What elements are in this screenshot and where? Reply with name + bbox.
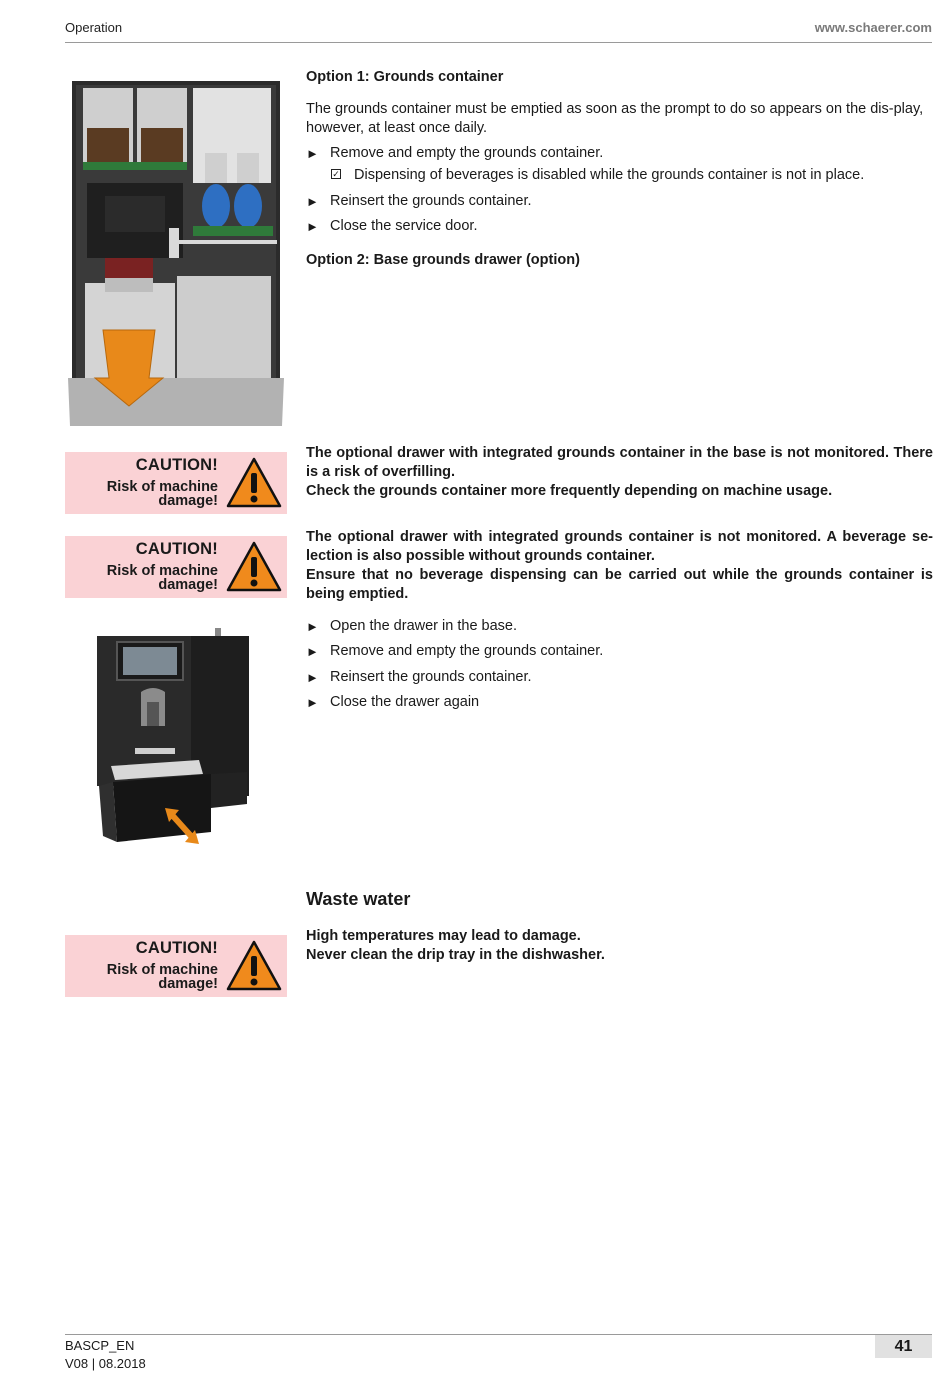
step-item: ► Remove and empty the grounds container. (306, 145, 604, 161)
header-divider (65, 42, 932, 43)
result-item: ✓ Dispensing of beverages is disabled while the grounds container is not in place. (332, 167, 865, 183)
footer-version: V08 | 08.2018 (65, 1356, 146, 1371)
checkbox-result-icon: ✓ (332, 169, 340, 179)
waste-water-line1: High temperatures may lead to damage. (306, 928, 581, 944)
caution-title: CAUTION! (135, 939, 218, 957)
bullet-arrow-icon: ► (306, 644, 319, 659)
bullet-arrow-icon: ► (306, 670, 319, 685)
caution-subtitle: Risk of machine damage! (106, 479, 218, 509)
machine-interior-illustration (65, 78, 287, 428)
footer-doc-code: BASCP_EN (65, 1338, 135, 1353)
step-item: ► Close the drawer again (306, 694, 480, 710)
header-website: www.schaerer.com (814, 20, 932, 35)
bullet-arrow-icon: ► (306, 619, 319, 634)
bullet-arrow-icon: ► (306, 695, 319, 710)
warning-triangle-icon (226, 541, 282, 593)
bullet-arrow-icon: ► (306, 219, 319, 234)
warning1-line1: The optional drawer with integrated grounds container in the base is not monitored. There is a risk of overfilling. (306, 445, 933, 480)
option2-title: Option 2: Base grounds drawer (option) (306, 252, 580, 268)
caution-subtitle: Risk of machine damage! (106, 563, 218, 593)
caution-title: CAUTION! (135, 540, 218, 558)
warning-triangle-icon (226, 457, 282, 509)
step-item: ► Remove and empty the grounds container. (306, 643, 604, 659)
warning2-line1: The optional drawer with integrated grounds container is not monitored. A beverage se-lection is also possible without grounds container. (306, 529, 933, 564)
caution-box (65, 935, 287, 997)
header-section: Operation (65, 20, 123, 35)
waste-water-title: Waste water (306, 889, 411, 909)
caution-box (65, 536, 287, 598)
warning1-line2: Check the grounds container more frequently depending on machine usage. (306, 483, 833, 499)
step-item: ► Close the service door. (306, 218, 478, 234)
bullet-arrow-icon: ► (306, 146, 319, 161)
warning-triangle-icon (226, 940, 282, 992)
option1-title: Option 1: Grounds container (306, 69, 504, 85)
waste-water-line2: Never clean the drip tray in the dishwasher. (306, 947, 605, 963)
step-item: ► Reinsert the grounds container. (306, 669, 532, 685)
warning2-line2: Ensure that no beverage dispensing can be carried out while the grounds container is being emptied. (306, 567, 933, 602)
option1-intro: The grounds container must be emptied as soon as the prompt to do so appears on the dis-play, however, at least once daily. (306, 101, 924, 136)
caution-subtitle: Risk of machine damage! (106, 962, 218, 992)
bullet-arrow-icon: ► (306, 194, 319, 209)
page-number: 41 (875, 1335, 932, 1358)
coffee-machine-drawer-illustration (65, 622, 287, 854)
caution-title: CAUTION! (135, 456, 218, 474)
footer-divider (65, 1334, 932, 1335)
step-item: ► Open the drawer in the base. (306, 618, 518, 634)
caution-box (65, 452, 287, 514)
step-item: ► Reinsert the grounds container. (306, 193, 532, 209)
